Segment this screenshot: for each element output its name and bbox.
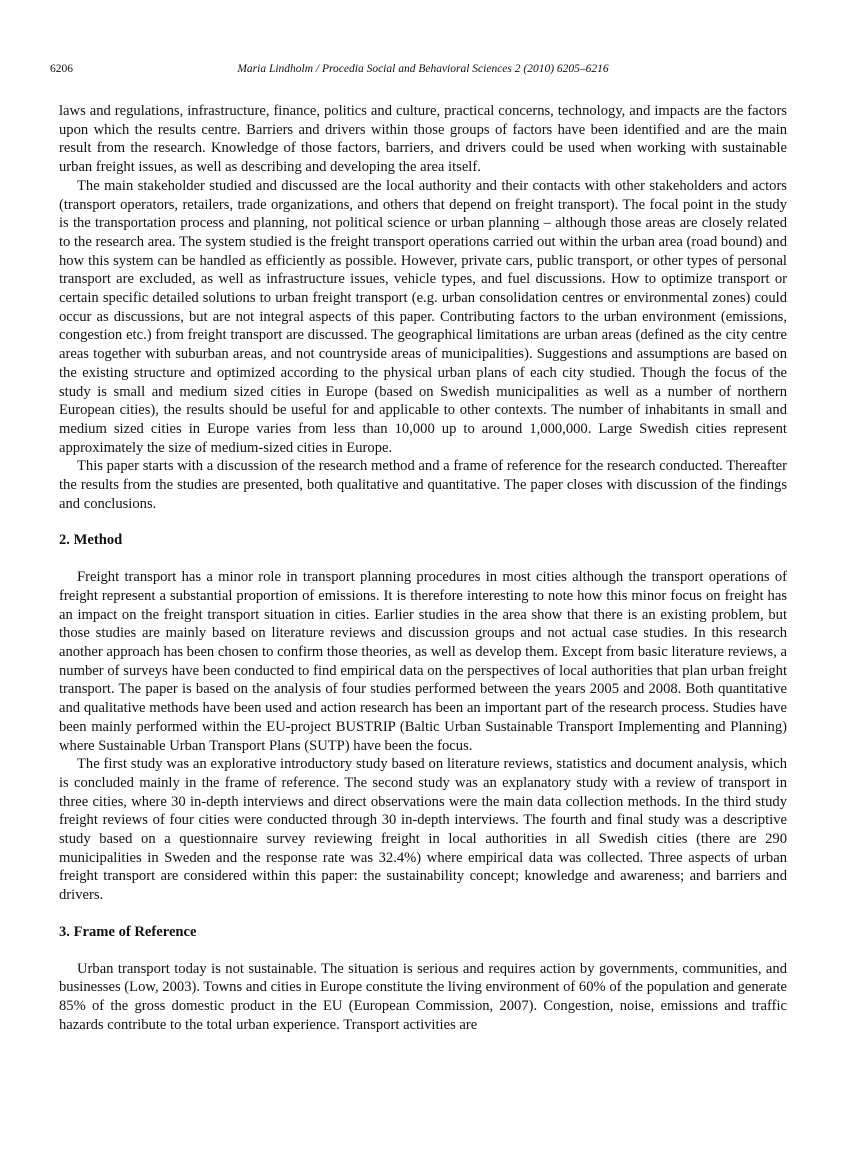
- body-paragraph: Urban transport today is not sustainable. The situation is serious and requires action by governments, communities, and businesses (Low, 2003). Towns and cities in Europe constitute the living environment of 60% of the population and generate 85% of the gross domestic product in the EU (European Commission, 2007). Congestion, noise, emissions and traffic hazards contribute to the total urban experience. Transport activities are: [59, 960, 787, 1033]
- journal-citation: Maria Lindholm / Procedia Social and Behavioral Sciences 2 (2010) 6205–6216: [237, 63, 609, 75]
- body-paragraph: This paper starts with a discussion of the research method and a frame of reference for the research conducted. Thereafter the results from the studies are presented, both qualitative and quantitative. The paper closes with discussion of the findings and conclusions.: [59, 458, 787, 512]
- running-header: [50, 62, 796, 78]
- body-paragraph: The main stakeholder studied and discussed are the local authority and their contacts with other stakeholders and actors (transport operators, retailers, trade organizations, and others that depend on freight transport). The focal point in the study is the transportation process and planning, not political science or urban planning – although those areas are closely related to the research area. The system studied is the freight transport operations carried out within the urban area (road bound) and how this system can be handled as efficiently as possible. However, private cars, public transport, or other types of personal transport are excluded, as well as infrastructure issues, vehicle types, and fuel discussions. How to optimize transport or certain specific detailed solutions to urban freight transport (e.g. urban consolidation centres or environmental zones) could occur as discussions, but are not integral aspects of this paper. Contributing factors to the urban environment (emissions, congestion etc.) from freight transport are discussed. The geographical limitations are urban areas (defined as the city centre areas together with suburban areas, and not countryside areas of municipalities). Suggestions and assumptions are based on the existing structure and optimized according to the physical urban plans of each city studied. Though the focus of the study is small and medium sized cities in Europe (based on Swedish municipalities as well as a number of northern European cities), the results should be useful for and applicable to other contexts. The number of inhabitants in small and medium sized cities in Europe varies from less than 10,000 up to around 1,000,000. Large Swedish cities represent approximately the size of medium-sized cities in Europe.: [59, 177, 787, 456]
- body-paragraph: Freight transport has a minor role in transport planning procedures in most cities although the transport operations of freight represent a substantial proportion of emissions. It is therefore interesting to note how this minor focus on freight has an impact on the freight transport situation in cities. Earlier studies in the area show that there is an existing problem, but those studies are mainly based on literature reviews and discussion groups and not actual case studies. In this research another approach has been chosen to confirm those theories, as well as develop them. Except from basic literature reviews, a number of surveys have been conducted to find empirical data on the perspectives of local authorities that plan urban freight transport. The paper is based on the analysis of four studies performed between the years 2005 and 2008. Both quantitative and qualitative methods have been used and action research has been an important part of the research process. Studies have been mainly performed within the EU-project BUSTRIP (Baltic Urban Sustainable Transport Implementing and Planning) where Sustainable Urban Transport Plans (SUTP) have been the focus.: [59, 569, 787, 754]
- page-number: 6206: [50, 63, 73, 75]
- section-heading-frame-of-reference: 3. Frame of Reference: [59, 923, 197, 940]
- section-heading-method: 2. Method: [59, 532, 123, 549]
- body-paragraph: The first study was an explorative introductory study based on literature reviews, statistics and document analysis, which is concluded mainly in the frame of reference. The second study was an explanatory study with a review of transport in three cities, where 30 in-depth interviews and direct observations were the main data collection methods. In the third study freight reviews of four cities were conducted through 30 in-depth interviews. The fourth and final study was a descriptive study based on a questionnaire survey reviewing freight in local authorities in all Swedish cities (there are 290 municipalities in Sweden and the response rate was 32.4%) where empirical data was collected. Three aspects of urban freight transport are considered within this paper: the sustainability concept; knowledge and awareness; and barriers and drivers.: [59, 756, 787, 904]
- article-body: [59, 102, 787, 1034]
- body-paragraph: laws and regulations, infrastructure, finance, politics and culture, practical concerns, technology, and impacts are the factors upon which the results centre. Barriers and drivers within those groups of factors have been identified and are the main result from the research. Knowledge of those factors, barriers, and drivers could be used when working with sustainable urban freight issues, as well as describing and developing the area itself.: [59, 103, 787, 176]
